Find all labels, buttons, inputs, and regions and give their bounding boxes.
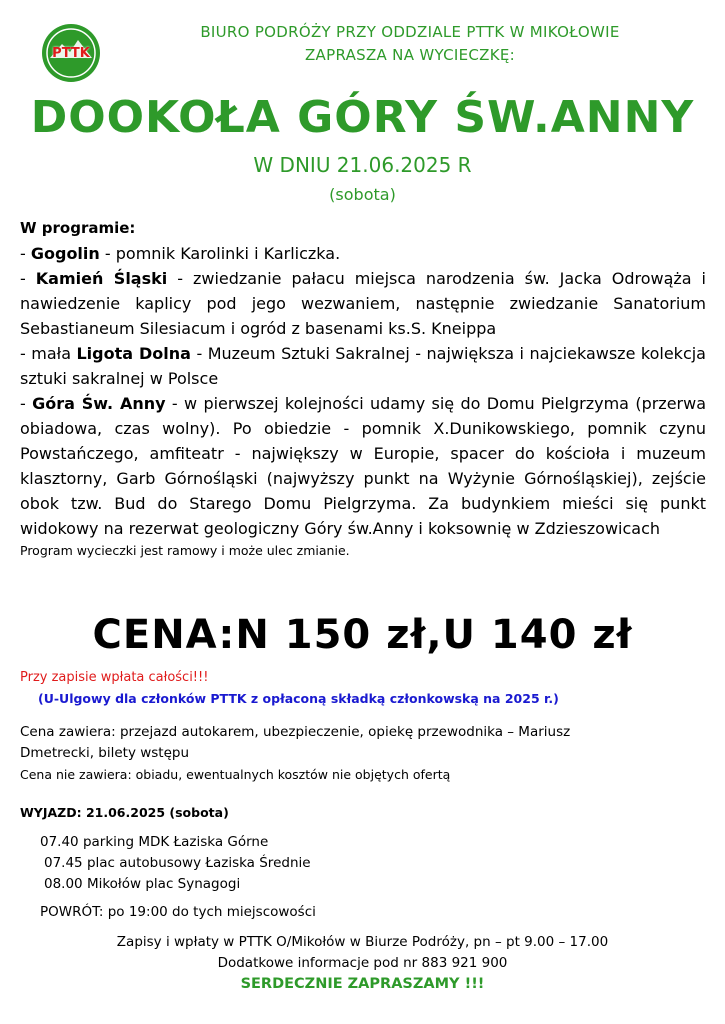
- program-item: - Kamień Śląski - zwiedzanie pałacu miejsca narodzenia św. Jacka Odrowąża i nawiedzenie kaplicy pod jego wezwaniem, następnie zwiedzanie Sanatorium Sebastianeum Silesiacum i ogród z basenami ks.S. Kneippa: [20, 269, 706, 338]
- return-info: POWRÓT: po 19:00 do tych miejscowości: [40, 904, 316, 920]
- program-item: - mała Ligota Dolna - Muzeum Sztuki Sakralnej - największa i najciekawsze kolekcja sztuki sakralnej w Polsce: [20, 344, 706, 388]
- departure-stop: 07.40 parking MDK Łaziska Górne: [40, 834, 269, 850]
- trip-day: (sobota): [329, 185, 396, 204]
- header-line-2: ZAPRASZA NA WYCIECZKĘ:: [304, 46, 515, 64]
- departure-stop: 07.45 plac autobusowy Łaziska Średnie: [44, 855, 311, 871]
- program-heading: W programie:: [20, 219, 136, 237]
- payment-note: Przy zapisie wpłata całości!!!: [20, 670, 209, 685]
- pttk-logo: [40, 22, 102, 84]
- discount-note: (U-Ulgowy dla członków PTTK z opłaconą składką członkowską na 2025 r.): [38, 691, 559, 706]
- page-title: DOOKOŁA GÓRY ŚW.ANNY: [30, 92, 695, 143]
- program-note: Program wycieczki jest ramowy i może ulec zmianie.: [20, 543, 350, 558]
- pttk-logo-text: PTTK: [52, 46, 90, 61]
- price-includes: Cena zawiera: przejazd autokarem, ubezpieczenie, opiekę przewodnika – Mariusz Dmetrecki, bilety wstępu: [20, 724, 571, 761]
- departure-heading: WYJAZD: 21.06.2025 (sobota): [20, 805, 229, 820]
- program-item: - Gogolin - pomnik Karolinki i Karliczka.: [20, 244, 341, 263]
- footer-info: Dodatkowe informacje pod nr 883 921 900: [217, 955, 508, 971]
- price: CENA:N 150 zł,U 140 zł: [92, 612, 633, 658]
- header-line-1: BIURO PODRÓŻY PRZY ODDZIALE PTTK W MIKOŁOWIE: [200, 23, 620, 41]
- program-item: - Góra Św. Anny - w pierwszej kolejności udamy się do Domu Pielgrzyma (przerwa obiadowa, czas wolny). Po obiedzie - pomnik X.Dunikowskiego, pomnik czynu Powstańczego, amfiteatr - największy w Europie, spacer do kościoła i muzeum klasztorny, Garb Górnośląski (najwyższy punkt na Wyżynie Górnośląskiej), zejście obok tzw. Bud do Starego Domu Pielgrzyma. Za budynkiem mieści się punkt widokowy na rezerwat geologiczny Góry św.Anny i koksownię w Zdzieszowicach: [20, 394, 707, 538]
- departure-stop: 08.00 Mikołów plac Synagogi: [44, 876, 241, 892]
- footer-signup: Zapisy i wpłaty w PTTK O/Mikołów w Biurze Podróży, pn – pt 9.00 – 17.00: [116, 934, 609, 950]
- trip-date: W DNIU 21.06.2025 R: [253, 153, 472, 177]
- price-excludes: Cena nie zawiera: obiadu, ewentualnych kosztów nie objętych ofertą: [20, 767, 451, 782]
- program-section: [20, 216, 706, 561]
- closing-text: SERDECZNIE ZAPRASZAMY !!!: [240, 976, 485, 992]
